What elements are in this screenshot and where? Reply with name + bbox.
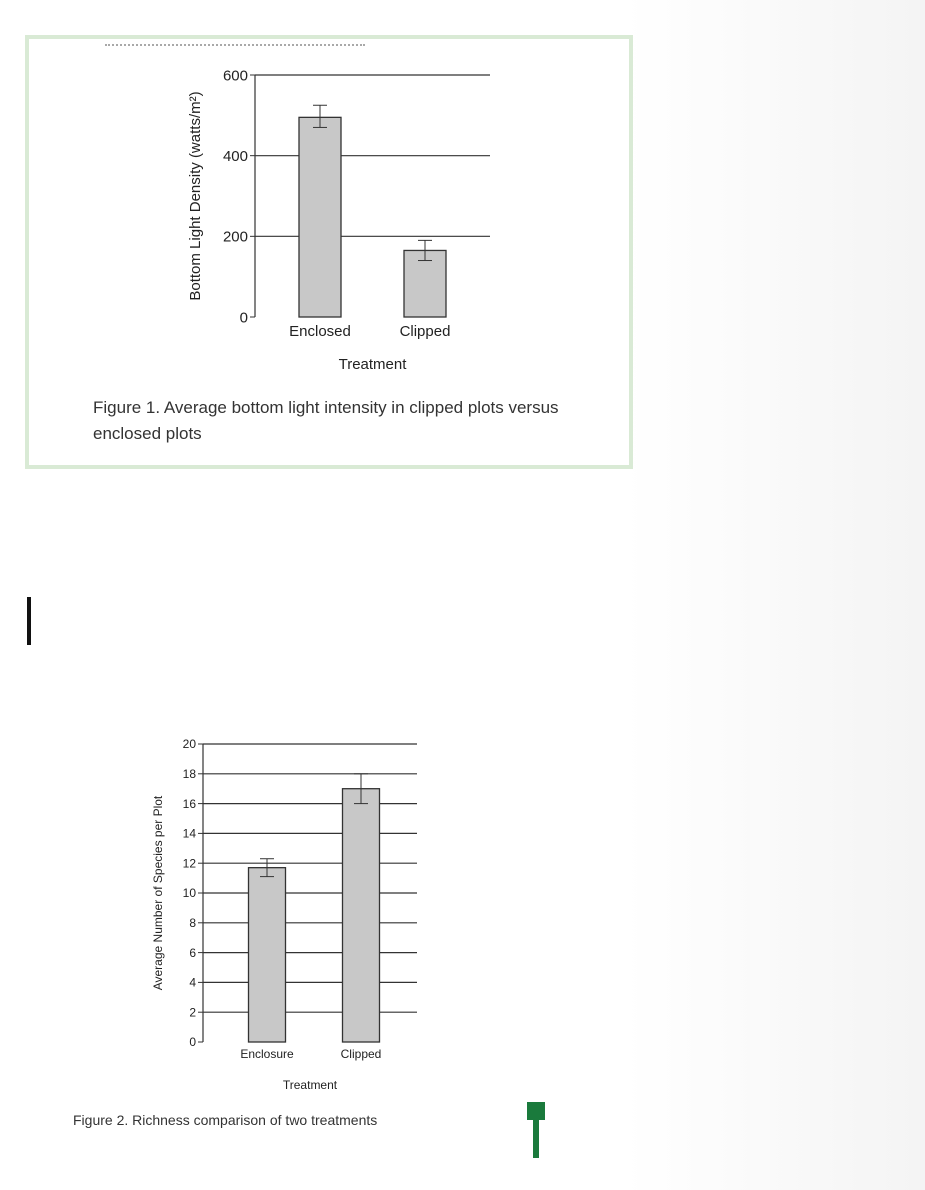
- x-tick-label: Clipped: [399, 323, 451, 340]
- marker-pin-stem: [533, 1118, 539, 1158]
- y-tick-label: 8: [189, 916, 196, 930]
- x-axis-label: Treatment: [282, 1078, 338, 1092]
- y-axis-label: Bottom Light Density (watts/m²): [187, 91, 204, 301]
- y-tick-label: 20: [182, 737, 196, 752]
- y-tick-label: 6: [189, 945, 196, 960]
- y-tick-label: 14: [182, 826, 196, 841]
- bar-enclosure: [249, 868, 286, 1042]
- y-tick-label: 16: [182, 796, 196, 811]
- y-tick-label: 18: [182, 767, 196, 781]
- x-tick-label: Enclosure: [240, 1047, 294, 1061]
- y-axis-label: Average Number of Species per Plot: [151, 795, 165, 991]
- y-tick-label: 400: [222, 147, 248, 165]
- y-tick-label: 4: [189, 975, 196, 990]
- figure-2-caption: Figure 2. Richness comparison of two treatments: [73, 1112, 378, 1128]
- bar-clipped: [343, 789, 380, 1042]
- bar-enclosed: [299, 117, 341, 317]
- y-tick-label: 12: [182, 856, 196, 871]
- figure-1-caption: Figure 1. Average bottom light intensity in clipped plots versus enclosed plots: [93, 398, 559, 443]
- y-tick-label: 0: [189, 1035, 196, 1050]
- y-tick-label: 10: [182, 886, 196, 901]
- y-tick-label: 2: [189, 1005, 196, 1020]
- x-tick-label: Clipped: [340, 1047, 382, 1061]
- y-tick-label: 0: [239, 309, 248, 327]
- x-tick-label: Enclosed: [289, 323, 351, 340]
- y-tick-label: 600: [222, 67, 248, 85]
- x-axis-label: Treatment: [338, 356, 407, 373]
- y-tick-label: 200: [222, 228, 248, 246]
- text-cursor: [27, 597, 31, 645]
